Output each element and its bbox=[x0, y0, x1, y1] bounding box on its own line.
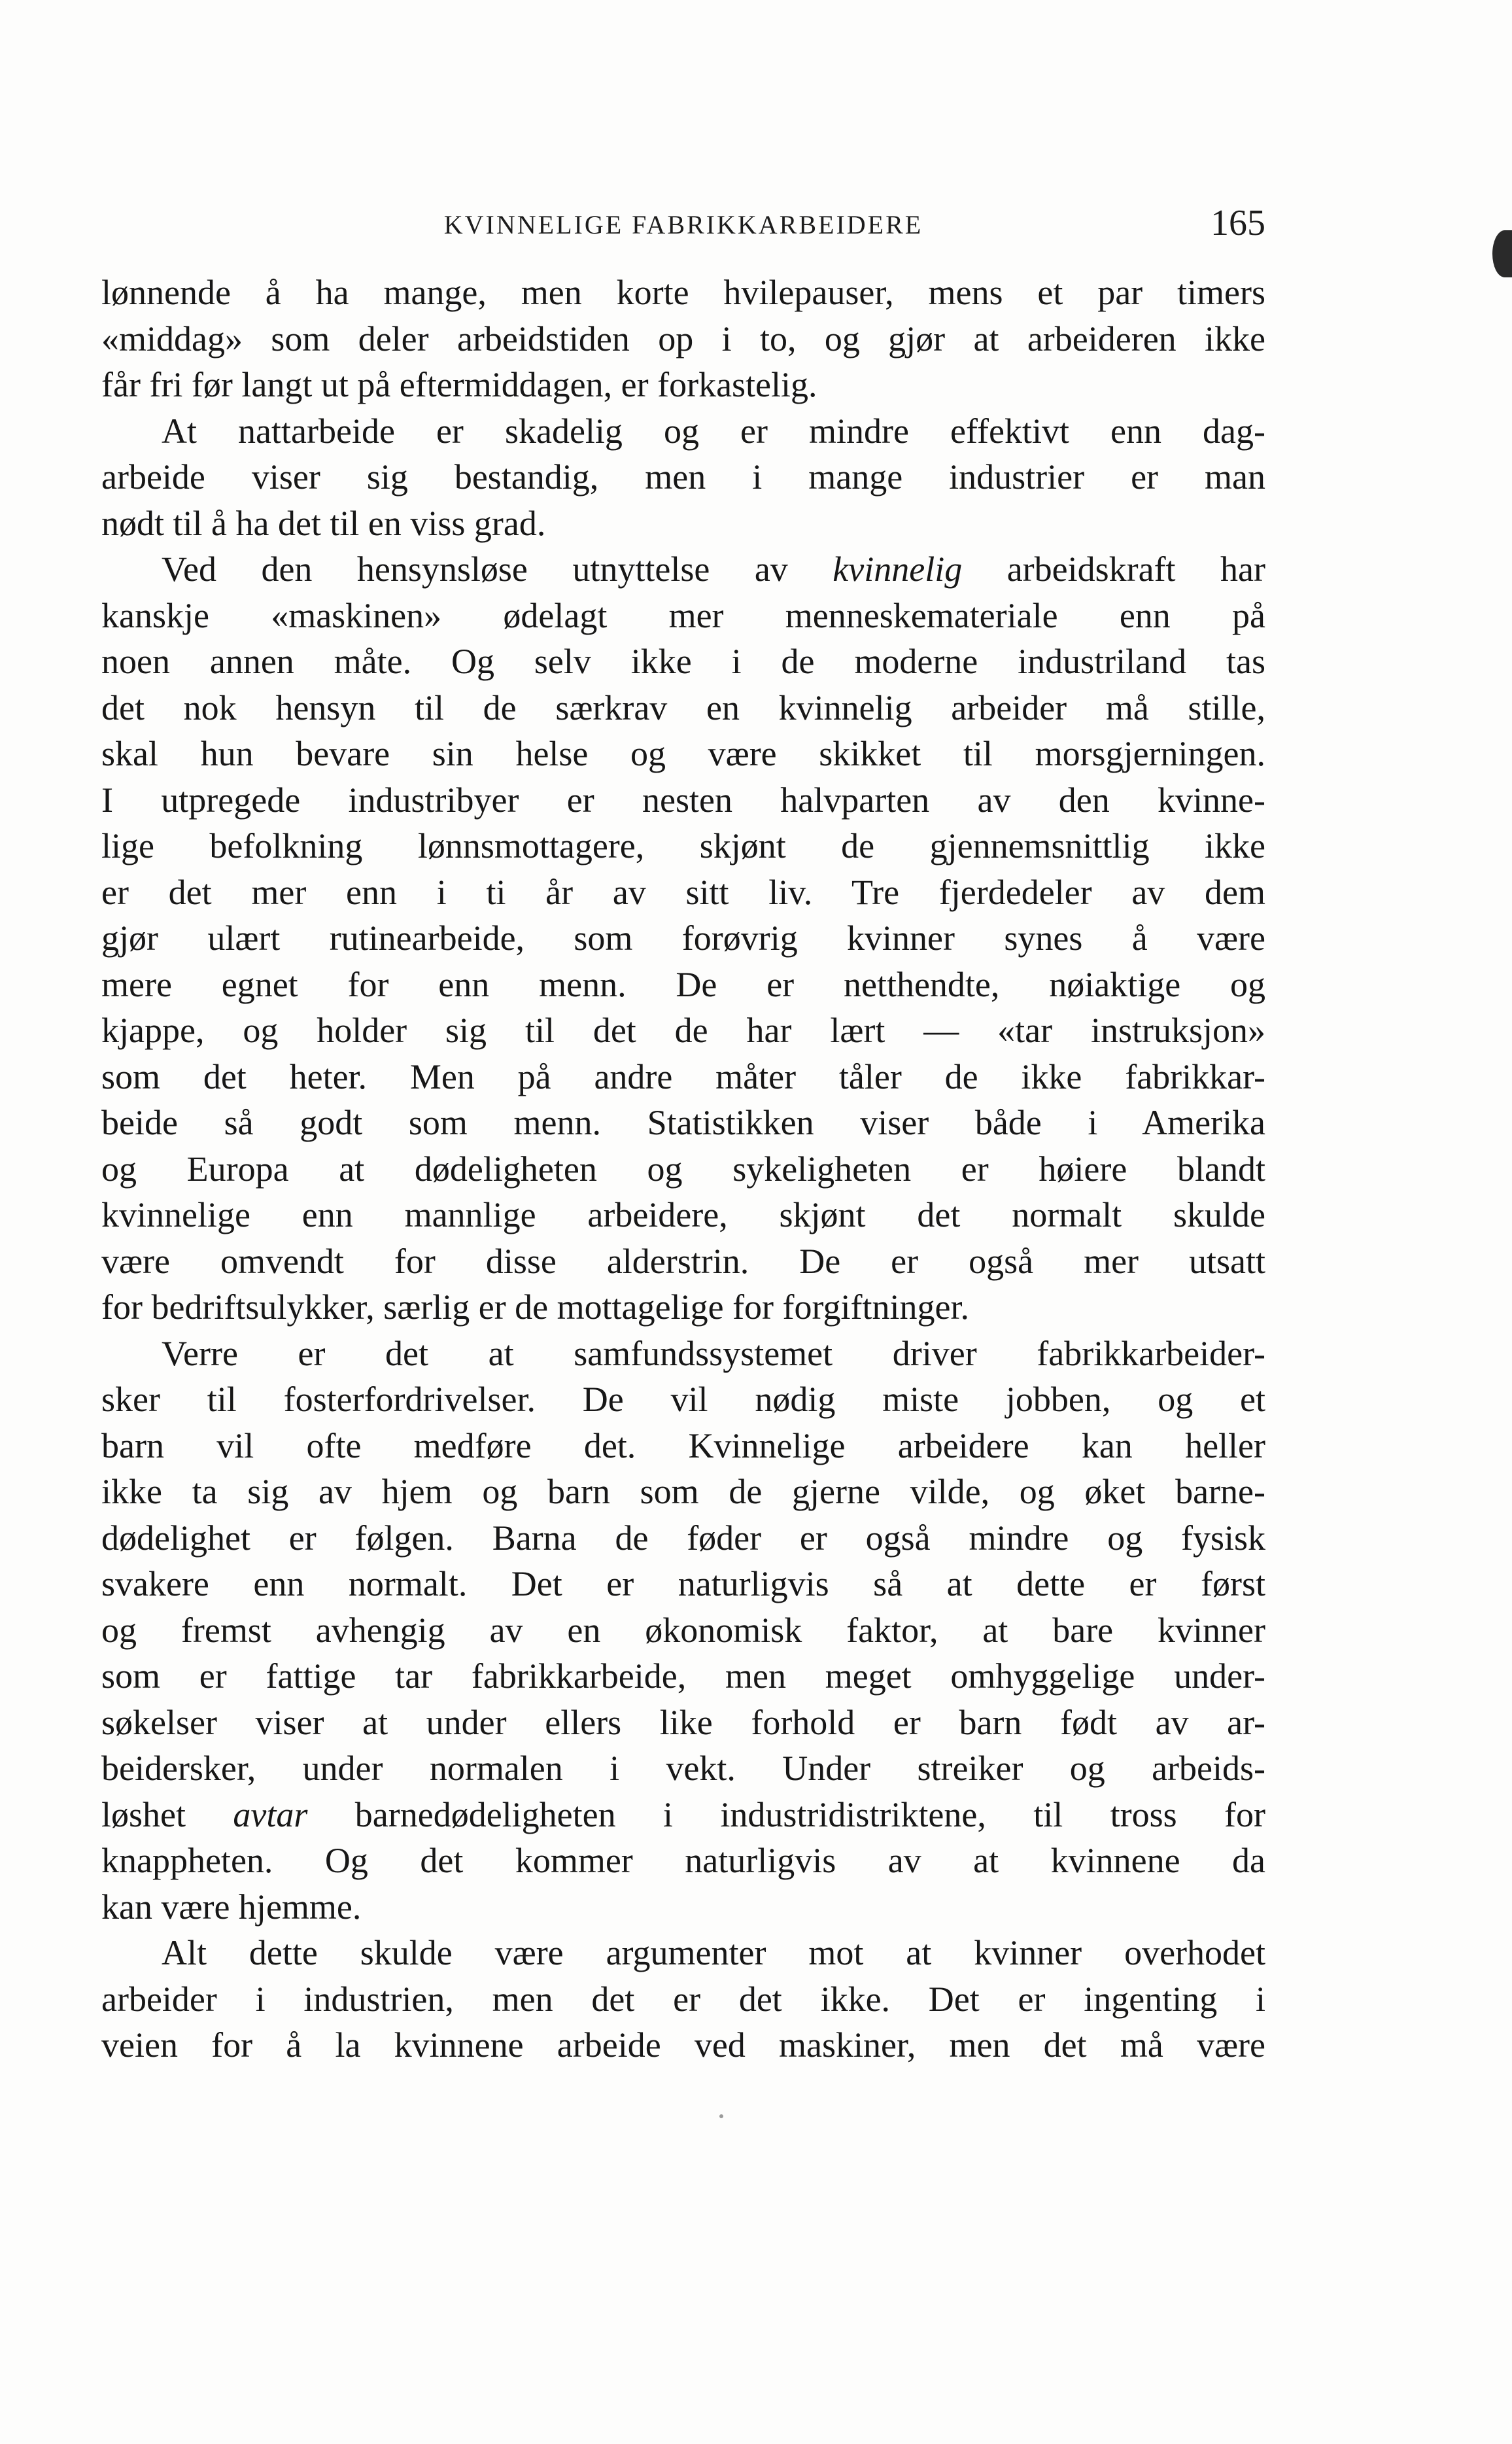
text-line: barn vil ofte medføre det. Kvinnelige arbeidere kan heller bbox=[101, 1425, 1265, 1465]
text-line: lige befolkning lønnsmottagere, skjønt de gjennemsnittlig ikke bbox=[101, 826, 1265, 865]
text-line: nødt til å ha det til en viss grad. bbox=[101, 503, 546, 543]
text-line: kan være hjemme. bbox=[101, 1887, 362, 1927]
text-line: som det heter. Men på andre måter tåler de ikke fabrikkar- bbox=[101, 1056, 1265, 1096]
text-line: for bedriftsulykker, særlig er de mottagelige for forgiftninger. bbox=[101, 1287, 969, 1327]
text-segment: arbeidskraft har bbox=[1006, 550, 1265, 589]
text-line: får fri før langt ut på eftermiddagen, er forkastelig. bbox=[101, 365, 817, 404]
page-number: 165 bbox=[1211, 203, 1265, 243]
text-line: At nattarbeide er skadelig og er mindre effektivt enn dag- bbox=[162, 411, 1265, 451]
text-line: Verre er det at samfundssystemet driver fabrikkarbeider- bbox=[162, 1333, 1265, 1373]
text-line: være omvendt for disse alderstrin. De er også mer utsatt bbox=[101, 1241, 1265, 1281]
text-line: som er fattige tar fabrikkarbeide, men meget omhyggelige under- bbox=[101, 1656, 1265, 1696]
text-line: noen annen måte. Og selv ikke i de moderne industriland tas bbox=[101, 642, 1265, 681]
text-line: og Europa at dødeligheten og sykeligheten er høiere blandt bbox=[101, 1149, 1265, 1189]
text-line: det nok hensyn til de særkrav en kvinnelig arbeider må stille, bbox=[101, 688, 1265, 727]
page-header bbox=[101, 203, 1265, 245]
text-line: og fremst avhengig av en økonomisk faktor, at bare kvinner bbox=[101, 1610, 1265, 1650]
body-text bbox=[101, 270, 1265, 2088]
text-segment: løshet bbox=[101, 1794, 186, 1834]
italic-word: kvinnelig bbox=[833, 550, 963, 589]
text-line bbox=[101, 1792, 1265, 1838]
text-line: Alt dette skulde være argumenter mot at kvinner overhodet bbox=[162, 1933, 1265, 1972]
text-line: lønnende å ha mange, men korte hvilepauser, mens et par timers bbox=[101, 273, 1265, 312]
text-line: svakere enn normalt. Det er naturligvis så at dette er først bbox=[101, 1564, 1265, 1603]
italic-word: avtar bbox=[233, 1794, 308, 1834]
text-line: er det mer enn i ti år av sitt liv. Tre fjerdedeler av dem bbox=[101, 872, 1265, 912]
text-line: sker til fosterfordrivelser. De vil nødig miste jobben, og et bbox=[101, 1380, 1265, 1419]
text-line: gjør ulært rutinearbeide, som forøvrig kvinner synes å være bbox=[101, 918, 1265, 958]
text-line: I utpregede industribyer er nesten halvparten av den kvinne- bbox=[101, 780, 1265, 820]
text-line: kanskje «maskinen» ødelagt mer menneskemateriale enn på bbox=[101, 595, 1265, 635]
text-line bbox=[101, 546, 1265, 593]
text-line: ikke ta sig av hjem og barn som de gjerne vilde, og øket barne- bbox=[101, 1472, 1265, 1511]
text-line: knappheten. Og det kommer naturligvis av at kvinnene da bbox=[101, 1841, 1265, 1880]
text-segment: Ved den hensynsløse utnyttelse av bbox=[162, 550, 788, 589]
text-line: beide så godt som menn. Statistikken viser både i Amerika bbox=[101, 1103, 1265, 1142]
paper-speck bbox=[719, 2114, 723, 2118]
text-line: kjappe, og holder sig til det de har lært — «tar instruksjon» bbox=[101, 1011, 1265, 1050]
text-line: veien for å la kvinnene arbeide ved maskiner, men det må være bbox=[101, 2025, 1265, 2065]
running-title: KVINNELIGE FABRIKKARBEIDERE bbox=[443, 210, 923, 239]
text-line: arbeider i industrien, men det er det ikke. Det er ingenting i bbox=[101, 1979, 1265, 2019]
text-line: beidersker, under normalen i vekt. Under streiker og arbeids- bbox=[101, 1749, 1265, 1788]
text-line: mere egnet for enn menn. De er netthendte, nøiaktige og bbox=[101, 964, 1265, 1004]
text-segment: barnedødeligheten i industridistriktene, til tross for bbox=[354, 1794, 1265, 1834]
text-line: kvinnelige enn mannlige arbeidere, skjønt det normalt skulde bbox=[101, 1195, 1265, 1234]
page-edge-mark bbox=[1492, 230, 1512, 277]
text-line: dødelighet er følgen. Barna de føder er også mindre og fysisk bbox=[101, 1518, 1265, 1558]
text-line: søkelser viser at under ellers like forhold er barn født av ar- bbox=[101, 1702, 1265, 1742]
text-line: «middag» som deler arbeidstiden op i to, og gjør at arbeideren ikke bbox=[101, 319, 1265, 358]
text-line: skal hun bevare sin helse og være skikket til morsgjerningen. bbox=[101, 734, 1265, 773]
text-line: arbeide viser sig bestandig, men i mange industrier er man bbox=[101, 457, 1265, 497]
